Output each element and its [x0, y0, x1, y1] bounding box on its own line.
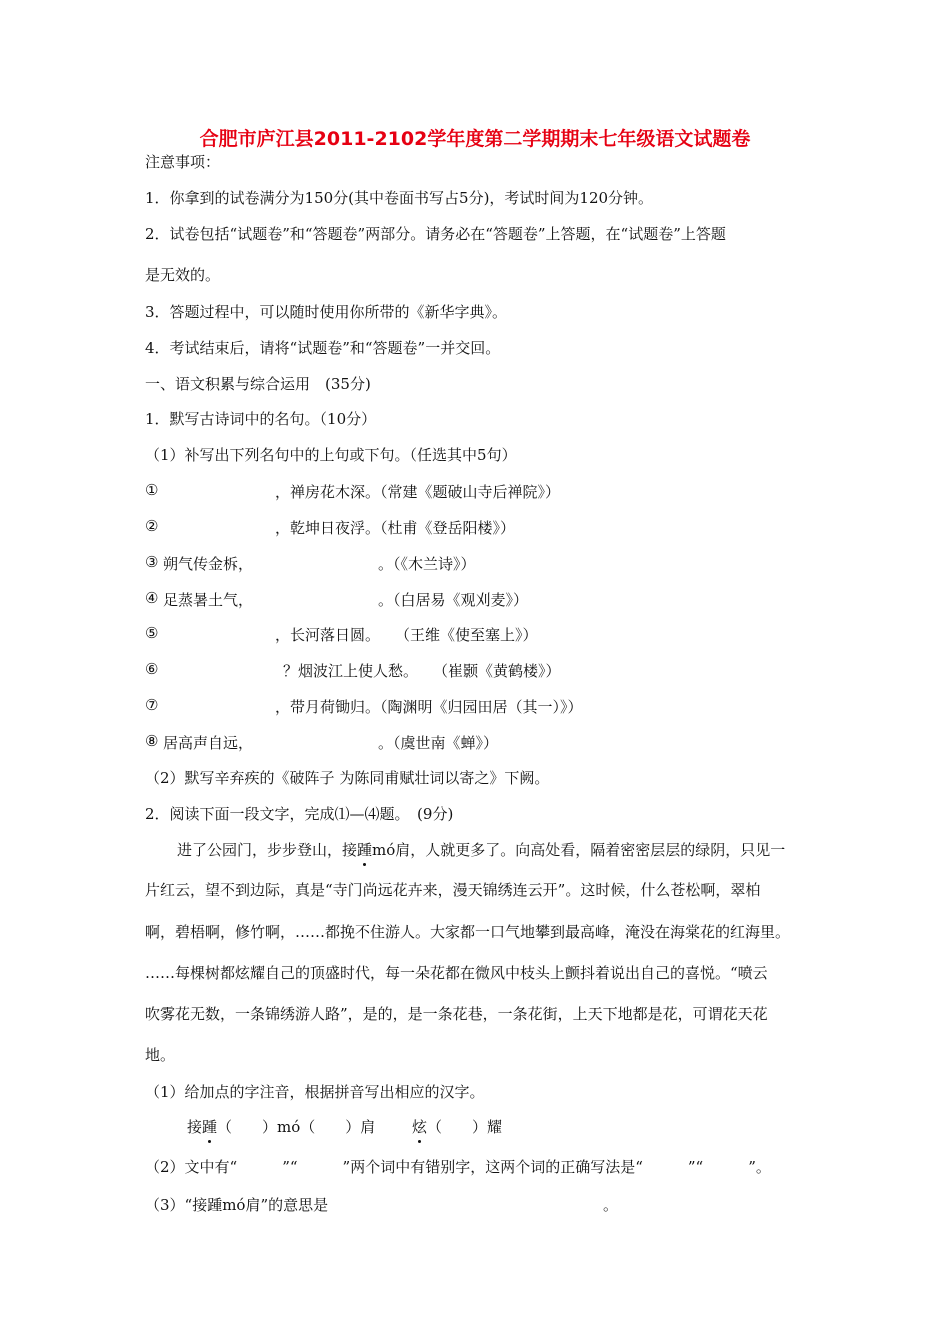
exam-title: 合肥市庐江县2011-2102学年度第二学期期末七年级语文试题卷 — [199, 128, 751, 150]
passage-line: 啊，碧梧啊，修竹啊，……都挽不住游人。大家都一口气地攀到最高峰，淹没在海棠花的红海里。 — [145, 923, 791, 941]
poem-number: ⑦ — [145, 696, 159, 714]
poem-number: ② — [145, 517, 159, 535]
passage-line: 片红云，望不到边际，真是“寺门尚远花卉来，漫天锦绣连云开”。这时候，什么苍松啊，翠柏 — [145, 881, 761, 899]
sub-question-1: （1）给加点的字注音，根据拼音写出相应的汉字。 — [145, 1083, 485, 1101]
passage-line: 地。 — [145, 1046, 176, 1064]
question-1-part-1: （1）补写出下列名句中的上句或下句。（任选其中5句） — [145, 446, 517, 464]
answer-blanks: （ ）mó（ ）肩 — [217, 1118, 376, 1136]
poem-text: ，带月荷锄归。（陶渊明《归园田居（其一）》） — [275, 698, 583, 716]
notice-2: 2．试卷包括“试题卷”和“答题卷”两部分。请务必在“答题卷”上答题，在“试题卷”上答题 — [145, 225, 726, 243]
passage-text: mó肩，人就更多了。向高处看，隔着密密层层的绿阴，只见一 — [372, 841, 786, 859]
sub-question-2: （2）文中有“ ”“ ”两个词中有错别字，这两个词的正确写法是“ ”“ ”。 — [145, 1158, 771, 1176]
poem-number: ④ — [145, 589, 159, 607]
poem-text: 朔气传金柝， — [163, 555, 254, 573]
question-2: 2．阅读下面一段文字，完成⑴—⑷题。 (9分) — [145, 805, 454, 823]
answer-text: 接 — [187, 1118, 203, 1136]
section-heading: 一、语文积累与综合运用 (35分) — [145, 375, 371, 393]
poem-number: ① — [145, 481, 159, 499]
notice-3: 3．答题过程中，可以随时使用你所带的《新华字典》。 — [145, 303, 508, 321]
poem-text: ？烟波江上使人愁。 （崔颢《黄鹤楼》） — [283, 662, 561, 680]
passage-line: 吹雾花无数，一条锦绣游人路”，是的，是一条花巷，一条花街，上天下地都是花，可谓花天花 — [145, 1005, 768, 1023]
poem-text: 居高声自远， — [163, 734, 254, 752]
poem-source: 。（《木兰诗》） — [378, 555, 476, 573]
answer-item — [412, 1116, 502, 1137]
notice-4: 4．考试结束后，请将“试题卷”和“答题卷”一并交回。 — [145, 339, 501, 357]
poem-text: ，乾坤日夜浮。（杜甫《登岳阳楼》） — [275, 519, 516, 537]
passage-line — [177, 840, 785, 860]
dotted-character: 炫 — [412, 1118, 428, 1136]
notice-heading: 注意事项： — [145, 153, 221, 171]
poem-number: ③ — [145, 553, 159, 571]
poem-number: ⑧ — [145, 732, 159, 750]
poem-number: ⑤ — [145, 624, 159, 642]
poem-number: ⑥ — [145, 660, 159, 678]
dotted-character: 踵 — [357, 841, 373, 859]
passage-text: 进了公园门，步步登山，接 — [177, 841, 358, 859]
poem-source: 。（虞世南《蝉》） — [378, 734, 499, 752]
poem-source: 。（白居易《观刈麦》） — [378, 591, 529, 609]
dotted-character: 踵 — [202, 1118, 218, 1136]
poem-text: ，禅房花木深。（常建《题破山寺后禅院》） — [275, 483, 561, 501]
answer-item — [187, 1116, 375, 1137]
answer-blanks: （ ）耀 — [427, 1118, 503, 1136]
notice-1: 1．你拿到的试卷满分为150分(其中卷面书写占5分)，考试时间为120分钟。 — [145, 189, 654, 207]
sub-question-3-end: 。 — [603, 1196, 619, 1214]
question-1-part-2: （2）默写辛弃疾的《破阵子 为陈同甫赋壮词以寄之》下阙。 — [145, 769, 550, 787]
poem-text: ，长河落日圆。 （王维《使至塞上》） — [275, 626, 538, 644]
question-1: 1．默写古诗词中的名句。（10分） — [145, 410, 377, 428]
passage-line: ……每棵树都炫耀自己的顶盛时代，每一朵花都在微风中枝头上颤抖着说出自己的喜悦。“喷云 — [145, 964, 768, 982]
notice-2-cont: 是无效的。 — [145, 266, 221, 284]
sub-question-3-text: （3）“接踵mó肩”的意思是 — [145, 1196, 329, 1214]
poem-text: 足蒸暑土气， — [163, 591, 254, 609]
